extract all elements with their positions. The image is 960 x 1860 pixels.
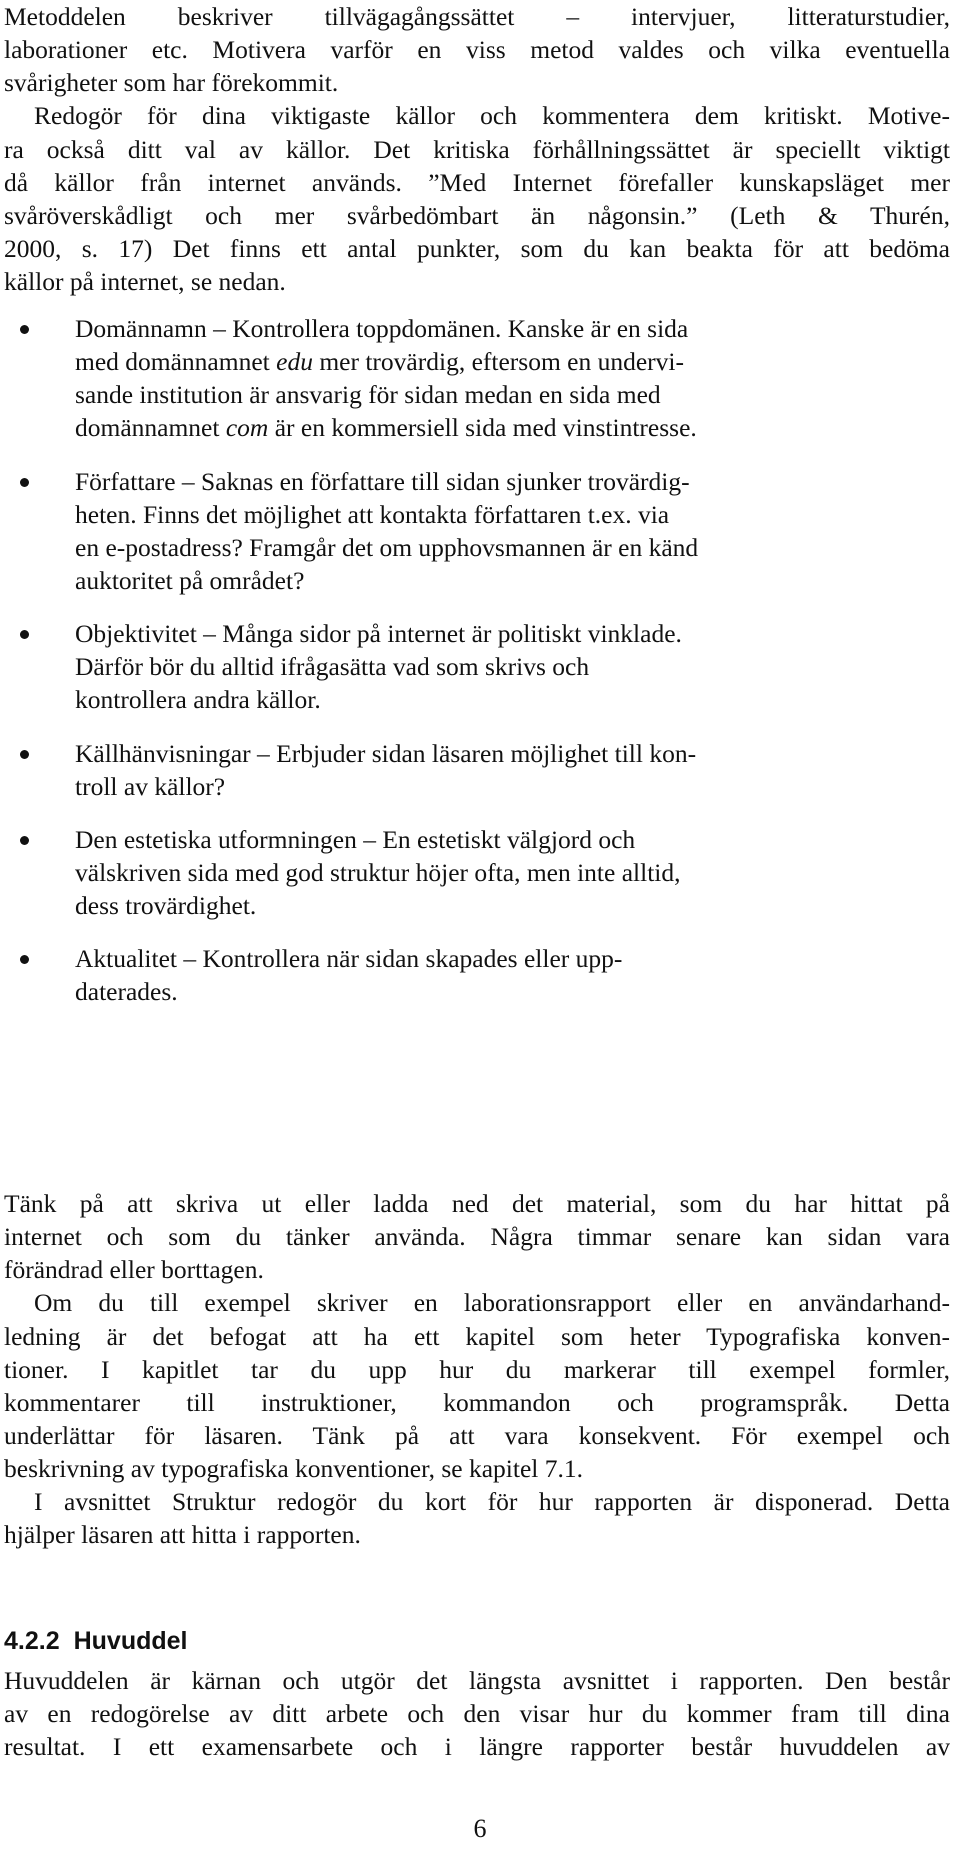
method-paragraph <box>4 0 950 298</box>
text-line: internet och som du tänker använda. Några timmar senare kan sidan vara <box>4 1222 950 1252</box>
text-line: Om du till exempel skriver en laborationsrapport eller en användarhand- <box>34 1288 950 1318</box>
text-line: dess trovärdighet. <box>75 891 257 921</box>
section-heading <box>4 1625 188 1658</box>
text-line: svåröverskådligt och mer svårbedömbart än någonsin.” (Leth & Thurén, <box>4 200 950 230</box>
text-line: kontrollera andra källor. <box>75 685 321 715</box>
text-line: beskrivning av typografiska konventioner, se kapitel 7.1. <box>4 1454 583 1484</box>
text-line: domännamnet com är en kommersiell sida med vinstintresse. <box>75 413 697 443</box>
text-line: Domännamn – Kontrollera toppdomänen. Kanske är en sida <box>75 314 689 343</box>
text-line: kommentarer till instruktioner, kommandon och programspråk. Detta <box>4 1387 950 1417</box>
list-item <box>20 942 940 1008</box>
text-line: en e-postadress? Framgår det om upphovsmannen är en känd <box>75 532 699 562</box>
text-line: av en redogörelse av ditt arbete och den visar hur du kommer fram till dina <box>4 1699 950 1729</box>
text-line: sande institution är ansvarig för sidan medan en sida med <box>75 380 661 410</box>
text-line: Huvuddelen är kärnan och utgör det längsta avsnittet i rapporten. Den består <box>4 1666 950 1695</box>
list-item <box>20 823 940 922</box>
text-line: Tänk på att skriva ut eller ladda ned det material, som du har hittat på <box>4 1189 950 1218</box>
text-line: underlättar för läsaren. Tänk på att vara konsekvent. För exempel och <box>4 1420 950 1450</box>
section-title: Huvuddel <box>73 1627 188 1655</box>
list-item <box>20 617 940 716</box>
text-line: Redogör för dina viktigaste källor och kommentera dem kritiskt. Motive- <box>34 101 950 131</box>
bullet-dot-icon <box>20 478 29 487</box>
text-line: hjälper läsaren att hitta i rapporten. <box>4 1520 361 1550</box>
text-line: ledning är det befogat att ha ett kapitel som heter Typografiska konven- <box>4 1321 950 1351</box>
source-criteria-list <box>20 312 940 1009</box>
text-line: Objektivitet – Många sidor på internet är politiskt vinklade. <box>75 619 682 649</box>
text-line: Aktualitet – Kontrollera när sidan skapades eller upp- <box>75 944 623 974</box>
page-number: 6 <box>473 1814 487 1843</box>
text-line: auktoritet på området? <box>75 565 305 595</box>
text-line: Den estetiska utformningen – En estetiskt välgjord och <box>75 824 636 854</box>
list-item <box>20 312 940 445</box>
body-paragraphs <box>4 1187 950 1552</box>
section-paragraph <box>4 1664 950 1763</box>
list-item <box>20 737 940 803</box>
text-line: Metoddelen beskriver tillvägagångssättet – intervjuer, litteraturstudier, <box>4 2 950 31</box>
text-line: Författare – Saknas en författare till sidan sjunker trovärdig- <box>75 466 690 496</box>
text-line: källor på internet, se nedan. <box>4 267 286 297</box>
text-line: Källhänvisningar – Erbjuder sidan läsaren möjlighet till kon- <box>75 738 697 768</box>
text-line: svårigheter som har förekommit. <box>4 68 339 98</box>
text-line: heten. Finns det möjlighet att kontakta författaren t.ex. via <box>75 499 670 529</box>
text-line: 2000, s. 17) Det finns ett antal punkter, som du kan beakta för att bedöma <box>4 233 950 263</box>
text-line: I avsnittet Struktur redogör du kort för hur rapporten är disponerad. Detta <box>34 1487 950 1517</box>
bullet-dot-icon <box>20 955 29 964</box>
bullet-dot-icon <box>20 630 29 639</box>
bullet-dot-icon <box>20 836 29 845</box>
text-line: laborationer etc. Motivera varför en viss metod valdes och vilka eventuella <box>4 35 950 65</box>
text-line: med domännamnet edu mer trovärdig, eftersom en undervi- <box>75 347 684 377</box>
text-line: ra också ditt val av källor. Det kritiska förhållningssättet är speciellt viktigt <box>4 134 950 164</box>
bullet-dot-icon <box>20 750 29 759</box>
bullet-dot-icon <box>20 325 29 334</box>
section-number: 4.2.2 <box>4 1627 60 1655</box>
text-line: tioner. I kapitlet tar du upp hur du markerar till exempel formler, <box>4 1354 950 1384</box>
text-line: välskriven sida med god struktur höjer ofta, men inte alltid, <box>75 857 681 887</box>
text-line: förändrad eller borttagen. <box>4 1255 264 1285</box>
text-line: troll av källor? <box>75 771 226 801</box>
list-item <box>20 465 940 598</box>
text-line: resultat. I ett examensarbete och i längre rapporter består huvuddelen av <box>4 1732 950 1762</box>
text-line: då källor från internet används. ”Med Internet förefaller kunskapsläget mer <box>4 167 950 197</box>
text-line: daterades. <box>75 977 178 1007</box>
text-line: Därför bör du alltid ifrågasätta vad som skrivs och <box>75 652 590 682</box>
